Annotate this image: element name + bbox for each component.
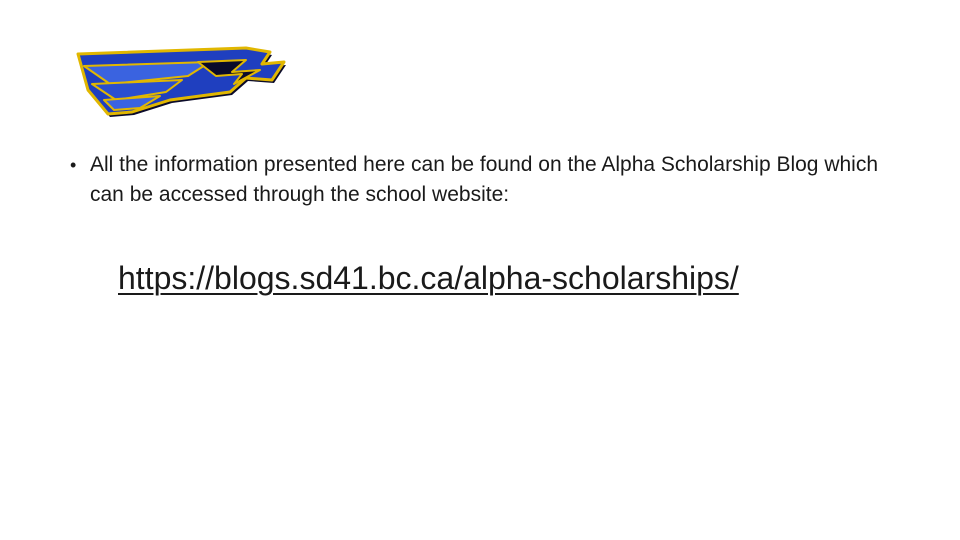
bullet-marker: •	[70, 155, 77, 175]
bullet-text: All the information presented here can be found on the Alpha Scholarship Blog which can be accessed through the school website:	[90, 153, 879, 206]
wing-logo-icon	[70, 40, 292, 118]
link-container	[118, 256, 878, 300]
bullet-item	[70, 150, 890, 210]
scholarship-blog-link[interactable]: https://blogs.sd41.bc.ca/alpha-scholarships/	[118, 260, 739, 296]
